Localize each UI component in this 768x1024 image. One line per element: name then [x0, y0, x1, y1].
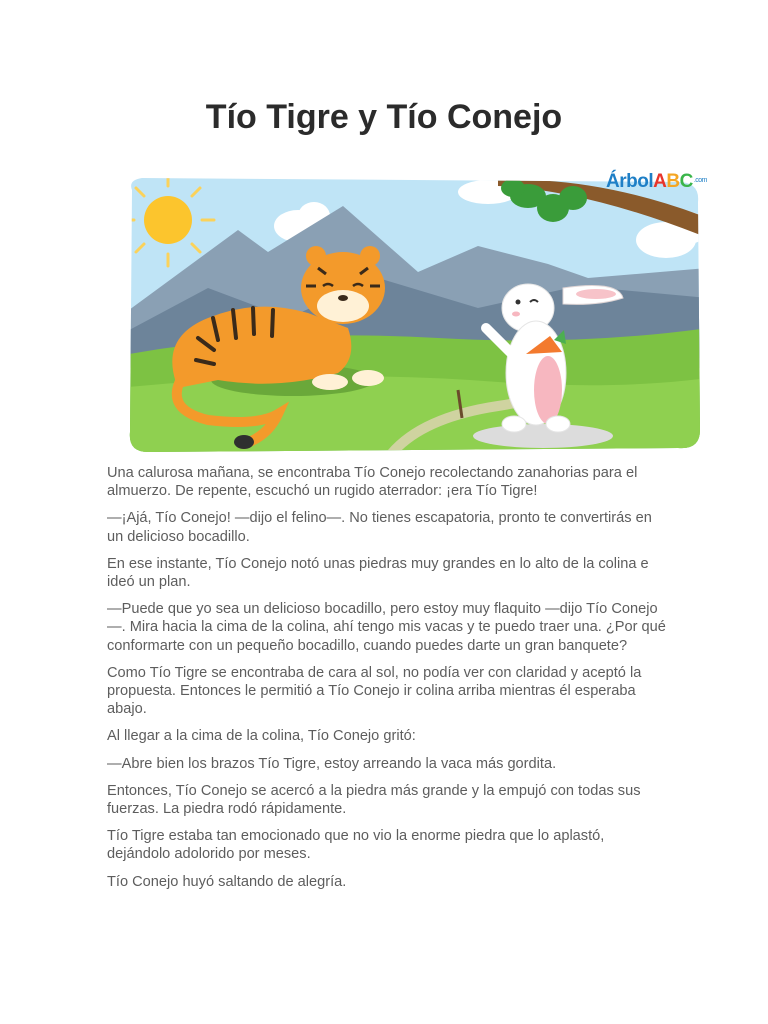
story-paragraph: Tío Tigre estaba tan emocionado que no vio la enorme piedra que lo aplastó, dejándolo adolorido por meses. [107, 828, 605, 863]
story-paragraph: —Puede que yo sea un delicioso bocadillo, pero estoy muy flaquito —dijo Tío Conejo—. Mira hacia la cima de la colina, ahí tengo mis vacas y te puedo traer una. ¿Por qué conformarte con un pequeño bocadillo, cuando puedes darte un gran banquete? [107, 601, 666, 654]
story-paragraph: —¡Ajá, Tío Conejo! —dijo el felino—. No tienes escapatoria, pronto te convertirás en un delicioso bocadillo. [107, 510, 652, 545]
logo-letter-a: A [653, 171, 667, 192]
scene-group [118, 168, 708, 458]
page-title: Tío Tigre y Tío Conejo [205, 98, 563, 136]
story-paragraph: Al llegar a la cima de la colina, Tío Conejo gritó: [107, 728, 416, 745]
arbolabc-logo [606, 171, 707, 193]
story-illustration [118, 168, 708, 458]
story-paragraph: Como Tío Tigre se encontraba de cara al sol, no podía ver con claridad y aceptó la propuesta. Entonces le permitió a Tío Conejo ir colina arriba mientras él esperaba abajo. [107, 664, 642, 718]
logo-text-arbol: Árbol [606, 171, 654, 192]
logo-letter-c: C [679, 171, 693, 192]
rabbit-shadow [473, 424, 613, 448]
story-paragraph: Entonces, Tío Conejo se acercó a la piedra más grande y la empujó con todas sus fuerzas. La piedra rodó rápidamente. [107, 782, 641, 818]
story-body [107, 464, 667, 900]
story-paragraph: Una calurosa mañana, se encontraba Tío Conejo recolectando zanahorias para el almuerzo. De repente, escuchó un rugido aterrador: ¡era Tío Tigre! [107, 465, 638, 500]
story-paragraph: Tío Conejo huyó saltando de alegría. [107, 873, 347, 890]
story-paragraph: —Abre bien los brazos Tío Tigre, estoy arreando la vaca más gordita. [107, 755, 557, 772]
logo-letter-b: B [666, 171, 680, 192]
logo-suffix: .com [693, 177, 707, 184]
story-paragraph: En ese instante, Tío Conejo notó unas piedras muy grandes en lo alto de la colina e ideó un plan. [107, 555, 649, 591]
